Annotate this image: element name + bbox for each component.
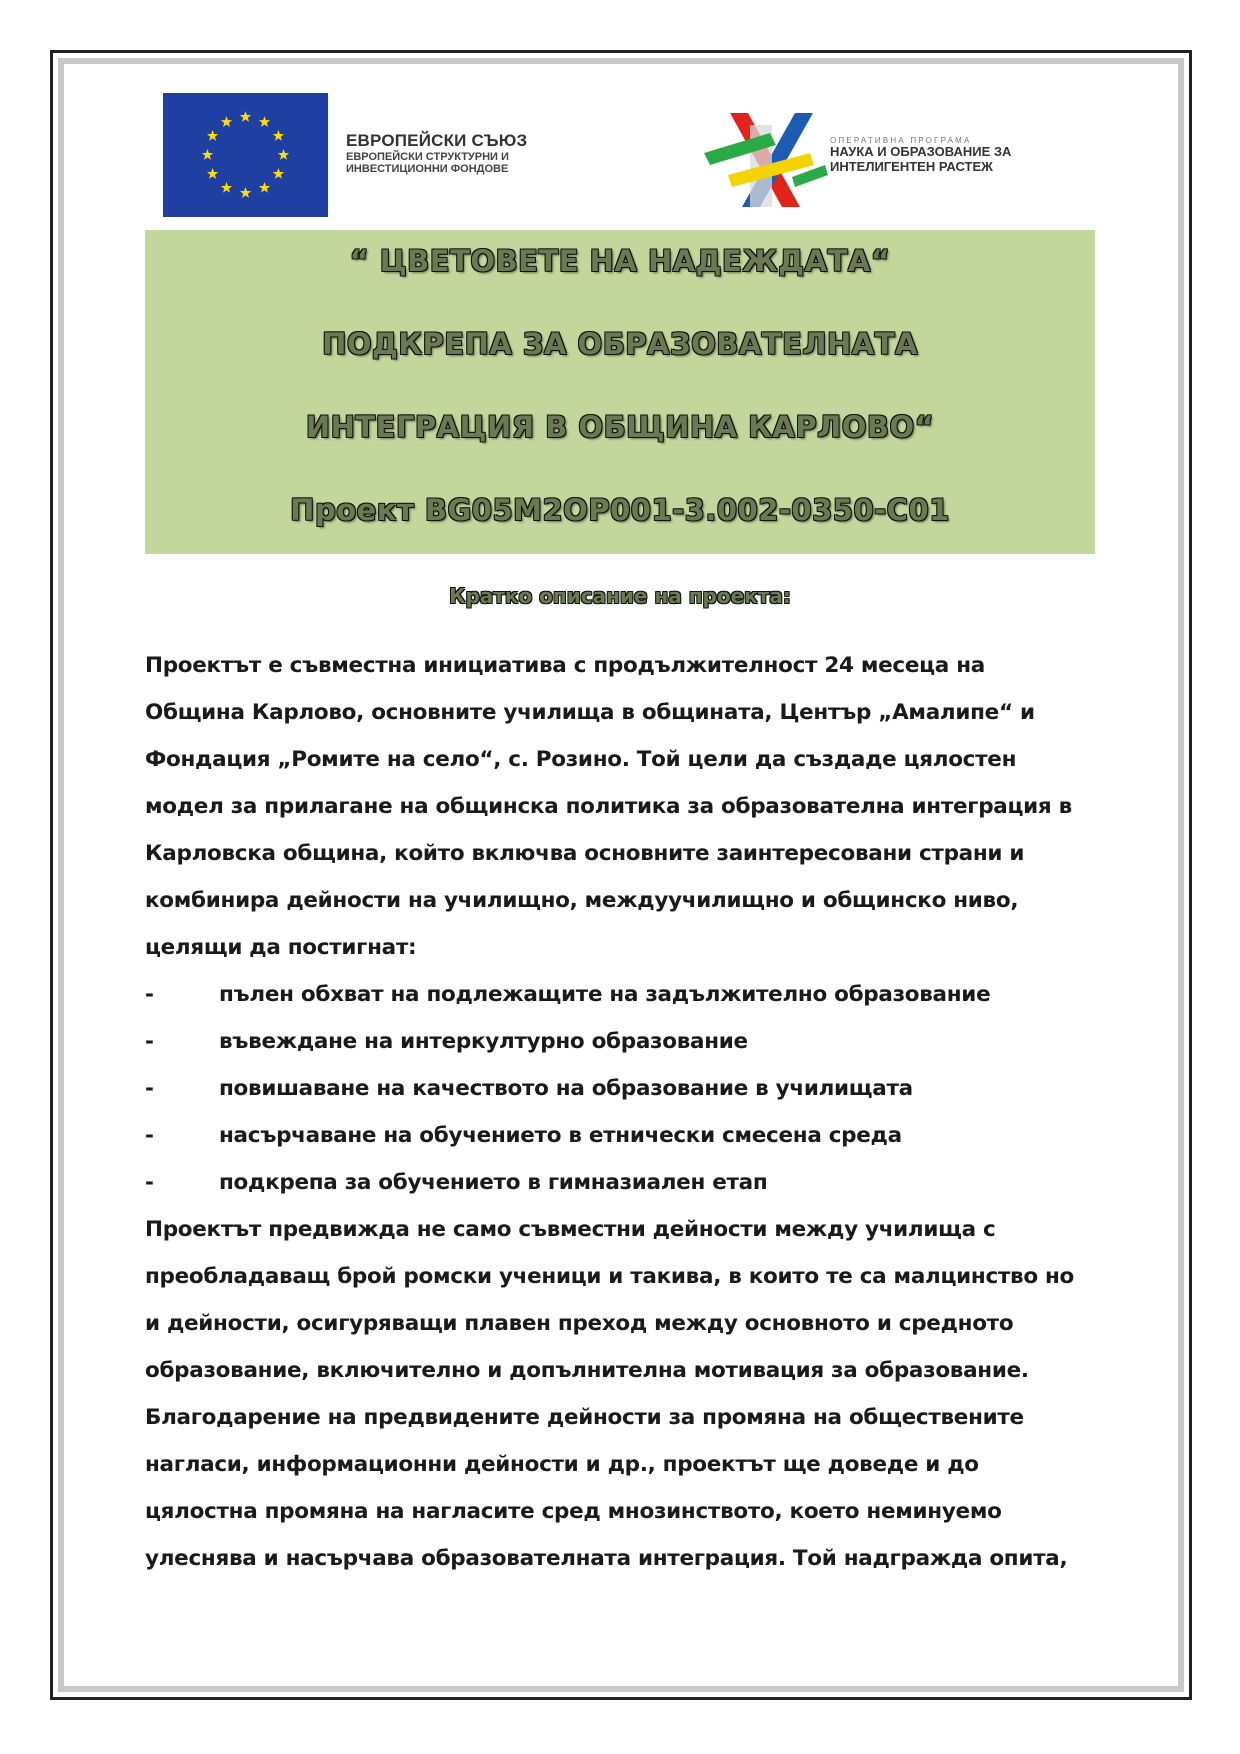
body-line: цялостна промяна на нагласите сред мнозинството, което неминуемо — [145, 1499, 1002, 1524]
body-line: и дейности, осигуряващи плавен преход между основното и средното — [145, 1311, 1014, 1336]
eu-logo-text — [346, 132, 527, 175]
body-line: Проектът е съвместна инициатива с продължителност 24 месеца на — [145, 653, 985, 678]
eu-star-icon — [259, 116, 270, 127]
list-item — [145, 1159, 1095, 1206]
eu-star-icon — [207, 168, 218, 179]
bullet-text: повишаване на качеството на образование в училищата — [219, 1076, 913, 1101]
eu-star-icon — [259, 182, 270, 193]
body-line: целящи да постигнат: — [145, 935, 417, 960]
list-item — [145, 971, 1095, 1018]
body-line: модел за прилагане на общинска политика за образователна интеграция в — [145, 794, 1072, 819]
eu-logo-title: ЕВРОПЕЙСКИ СЪЮЗ — [346, 131, 528, 150]
operational-programme-logo-icon — [700, 105, 830, 215]
eu-flag-icon — [163, 93, 328, 217]
bullet-marker: - — [145, 1029, 154, 1054]
body-line: Проектът предвижда не само съвместни дейности между училища с — [145, 1217, 996, 1242]
body-line: нагласи, информационни дейности и др., проектът ще доведе и до — [145, 1452, 979, 1477]
body-line: Община Карлово, основните училища в общината, Център „Амалипе“ и — [145, 700, 1035, 725]
bullet-marker: - — [145, 1076, 154, 1101]
body-line: Благодарение на предвидените дейности за промяна на обществените — [145, 1405, 1024, 1430]
body-line: преобладаващ брой ромски ученици и такива, в които те са малцинство но — [145, 1264, 1075, 1289]
bullet-marker: - — [145, 1123, 154, 1148]
eu-star-icon — [240, 111, 251, 122]
title-banner — [145, 230, 1095, 554]
eu-star-icon — [207, 130, 218, 141]
eu-logo-subtitle-2: ИНВЕСТИЦИОННИ ФОНДОВЕ — [346, 162, 509, 175]
bullet-text: насърчаване на обучението в етнически смесена среда — [219, 1123, 902, 1148]
op-logo-text — [830, 136, 1011, 175]
op-logo-line-1: НАУКА И ОБРАЗОВАНИЕ ЗА — [830, 144, 1012, 160]
project-description — [145, 642, 1095, 1582]
bullet-text: пълен обхват на подлежащите на задължително образование — [219, 982, 991, 1007]
bullet-text: подкрепа за обучението в гимназиален етап — [219, 1170, 768, 1195]
section-subtitle: Кратко описание на проекта: — [449, 584, 791, 608]
list-item — [145, 1018, 1095, 1065]
banner-project-code: Проект BG05M2OP001-3.002-0350-C01 — [290, 493, 950, 527]
op-logo-line-2: ИНТЕЛИГЕНТЕН РАСТЕЖ — [830, 159, 993, 175]
eu-star-icon — [240, 187, 251, 198]
body-line: комбинира дейности на училищно, междуучилищно и общинско ниво, — [145, 888, 1019, 913]
bullet-marker: - — [145, 1170, 154, 1195]
banner-title-line-1: “ ЦВЕТОВЕТЕ НА НАДЕЖДАТА“ — [349, 244, 891, 278]
op-logo-caption: ОПЕРАТИВНА ПРОГРАМА — [830, 136, 972, 145]
eu-star-icon — [273, 168, 284, 179]
body-line: Фондация „Ромите на село“, с. Розино. Той цели да създаде цялостен — [145, 747, 1017, 772]
eu-flag-svg — [163, 93, 328, 217]
list-item — [145, 1112, 1095, 1159]
body-line: образование, включително и допълнителна мотивация за образование. — [145, 1358, 1029, 1383]
body-line: Карловска община, който включва основните заинтересовани страни и — [145, 841, 1025, 866]
body-line: улеснява и насърчава образователната интеграция. Той надгражда опита, — [145, 1546, 1068, 1571]
eu-star-icon — [273, 130, 284, 141]
list-item — [145, 1065, 1095, 1112]
eu-star-icon — [221, 116, 232, 127]
banner-title-line-2: ПОДКРЕПА ЗА ОБРАЗОВАТЕЛНАТА — [322, 327, 918, 361]
eu-star-icon — [202, 149, 213, 160]
banner-title-line-3: ИНТЕГРАЦИЯ В ОБЩИНА КАРЛОВО“ — [305, 410, 935, 444]
eu-star-icon — [221, 182, 232, 193]
bullet-marker: - — [145, 982, 154, 1007]
bullet-text: въвеждане на интеркултурно образование — [219, 1029, 748, 1054]
eu-star-icon — [278, 149, 289, 160]
eu-logo-subtitle-1: ЕВРОПЕЙСКИ СТРУКТУРНИ И — [346, 150, 509, 163]
